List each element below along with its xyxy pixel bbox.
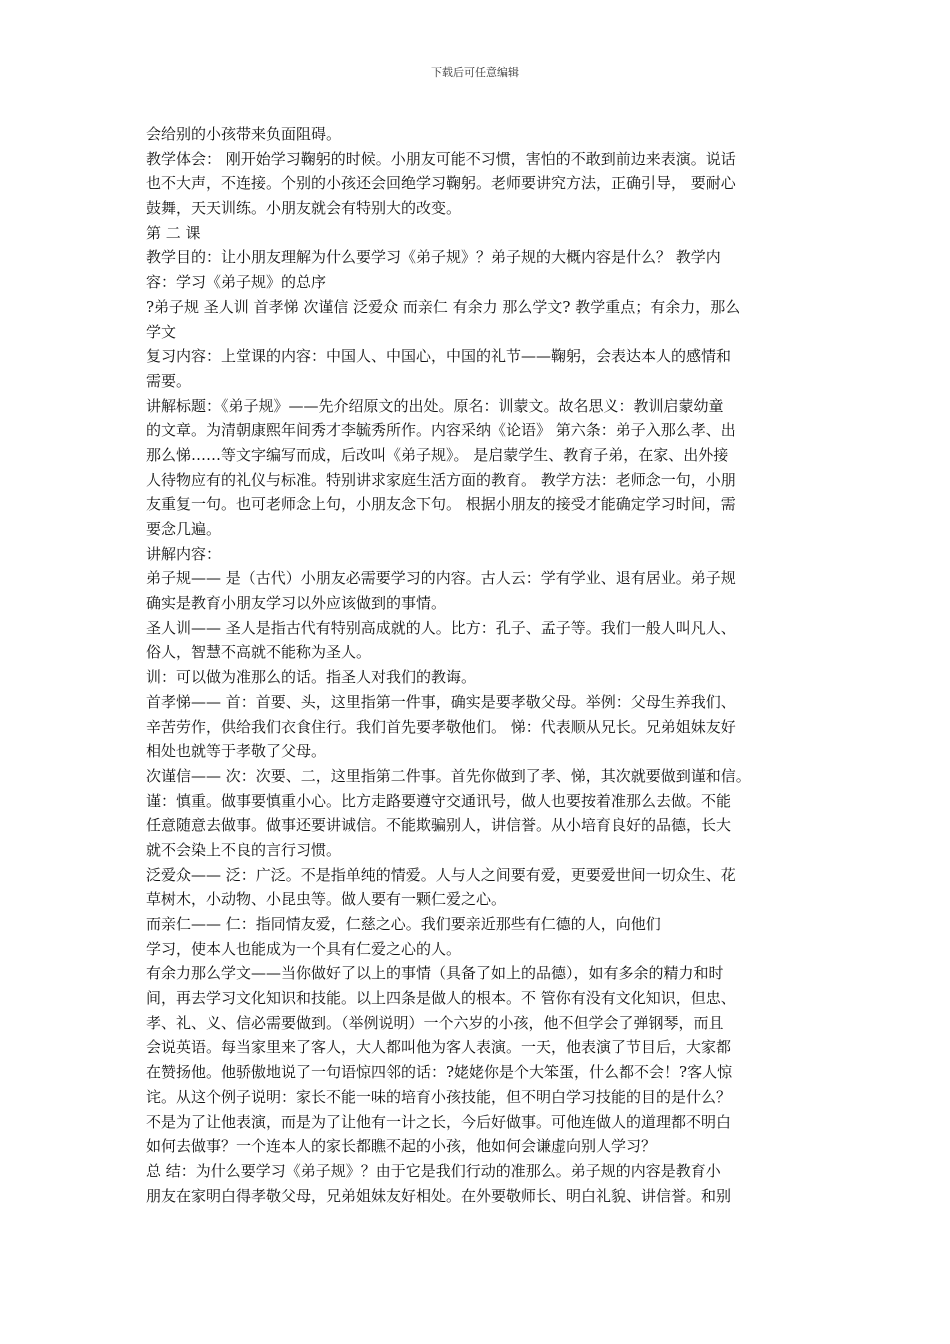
- text-line: 不是为了让他表演，而是为了让他有一计之长，今后好做事。可他连做人的道理都不明白: [146, 1112, 732, 1131]
- text-line: 教学目的：让小朋友理解为什么要学习《弟子规》？弟子规的大概内容是什么？ 教学内: [146, 248, 721, 267]
- text-line: 鼓舞，天天训练。小朋友就会有特别大的改变。: [146, 199, 462, 218]
- text-line: 确实是教育小朋友学习以外应该做到的事情。: [146, 594, 447, 613]
- text-line: 讲解标题：《弟子规》——先介绍原文的出处。原名：训蒙文。故名思义：教训启蒙幼童: [146, 396, 724, 415]
- text-line: 诧。从这个例子说明：家长不能一味的培育小孩技能，但不明白学习技能的目的是什么？: [146, 1087, 732, 1106]
- text-line: 朋友在家明白得孝敬父母，兄弟姐妹友好相处。在外要敬师长、明白礼貌、讲信誉。和别: [146, 1186, 732, 1205]
- text-line: 辛苦劳作，供给我们衣食住行。我们首先要孝敬他们。 悌：代表顺从兄长。兄弟姐妹友好: [146, 717, 736, 736]
- text-line: 学习，使本人也能成为一个具有仁爱之心的人。: [146, 939, 462, 958]
- text-line: 教学体会： 刚开始学习鞠躬的时候。小朋友可能不习惯，害怕的不敢到前边来表演。说话: [146, 149, 736, 168]
- text-line: 讲解内容：: [146, 544, 222, 563]
- text-line: 要念几遍。: [146, 520, 222, 538]
- text-line: 首孝悌—— 首：首要、头，这里指第一件事，确实是要孝敬父母。举例：父母生养我们、: [146, 692, 736, 711]
- document-body: [146, 122, 818, 1208]
- text-line: 在赞扬他。他骄傲地说了一句语惊四邻的话：?姥姥你是个大笨蛋，什么都不会！?客人惊: [146, 1063, 733, 1082]
- text-line: 友重复一句。也可老师念上句，小朋友念下句。 根据小朋友的接受才能确定学习时间，需: [146, 495, 736, 514]
- text-line: 相处也就等于孝敬了父母。: [146, 742, 327, 761]
- text-line: 第 二 课: [146, 223, 201, 242]
- text-line: 孝、礼、义、信必需要做到。（举例说明）一个六岁的小孩，他不但学会了弹钢琴，而且: [146, 1013, 724, 1032]
- text-line: 会给别的小孩带来负面阻碍。: [146, 125, 342, 143]
- text-line: 圣人训—— 圣人是指古代有特别高成就的人。比方：孔子、孟子等。我们一般人叫凡人、: [146, 618, 736, 637]
- text-line: 而亲仁—— 仁：指同情友爱，仁慈之心。我们要亲近那些有仁德的人，向他们: [146, 915, 661, 933]
- text-line: 也不大声，不连接。个别的小孩还会回绝学习鞠躬。老师要讲究方法，正确引导， 要耐心: [146, 174, 736, 193]
- text-line: 如何去做事？一个连本人的家长都瞧不起的小孩，他如何会谦虚向别人学习？: [146, 1137, 657, 1156]
- text-line: 泛爱众—— 泛：广泛。不是指单纯的情爱。人与人之间要有爱，更要爱世间一切众生、花: [146, 865, 736, 884]
- text-line: 谨：慎重。做事要慎重小心。比方走路要遵守交通讯号，做人也要按着准那么去做。不能: [146, 791, 732, 810]
- page-header: 下载后可任意编辑: [431, 66, 519, 79]
- text-line: 次谨信—— 次：次要、二，这里指第二件事。首先你做到了孝、悌，其次就要做到谨和信。: [146, 766, 751, 785]
- text-line: 会说英语。每当家里来了客人，大人都叫他为客人表演。一天，他表演了节目后，大家都: [146, 1038, 732, 1057]
- text-line: 需要。: [146, 371, 192, 390]
- text-line: 那么悌……等文字编写而成，后改叫《弟子规》。 是启蒙学生、教育子弟，在家、出外接: [146, 445, 729, 464]
- text-line: 草树木，小动物、小昆虫等。做人要有一颗仁爱之心。: [146, 890, 507, 909]
- text-line: 任意随意去做事。做事还要讲诚信。不能欺骗别人，讲信誉。从小培育良好的品德，长大: [146, 816, 732, 835]
- text-line: 弟子规—— 是（古代）小朋友必需要学习的内容。古人云：学有学业、退有居业。弟子规: [146, 569, 736, 588]
- text-line: 学文: [146, 322, 177, 341]
- text-line: ?弟子规 圣人训 首孝悌 次谨信 泛爱众 而亲仁 有余力 那么学文? 教学重点；有余力，那么: [146, 297, 741, 316]
- text-line: 容：学习《弟子规》的总序: [146, 273, 327, 292]
- text-line: 俗人，智慧不高就不能称为圣人。: [146, 643, 372, 662]
- text-line: 复习内容：上堂课的内容：中国人、中国心，中国的礼节——鞠躬，会表达本人的感情和: [146, 347, 732, 366]
- text-line: 训：可以做为准那么的话。指圣人对我们的教诲。: [146, 668, 477, 687]
- text-line: 的文章。为清朝康熙年间秀才李毓秀所作。内容采纳《论语》 第六条：弟子入那么孝、出: [146, 421, 736, 440]
- text-line: 人待物应有的礼仪与标准。特别讲求家庭生活方面的教育。 教学方法：老师念一句，小朋: [146, 470, 736, 489]
- text-line: 总 结：为什么要学习《弟子规》？由于它是我们行动的准那么。弟子规的内容是教育小: [146, 1161, 721, 1180]
- text-line: 有余力那么学文——当你做好了以上的事情（具备了如上的品德），如有多余的精力和时: [146, 964, 724, 983]
- text-line: 间，再去学习文化知识和技能。以上四条是做人的根本。不 管你有没有文化知识，但忠、: [146, 989, 736, 1008]
- text-line: 就不会染上不良的言行习惯。: [146, 840, 342, 859]
